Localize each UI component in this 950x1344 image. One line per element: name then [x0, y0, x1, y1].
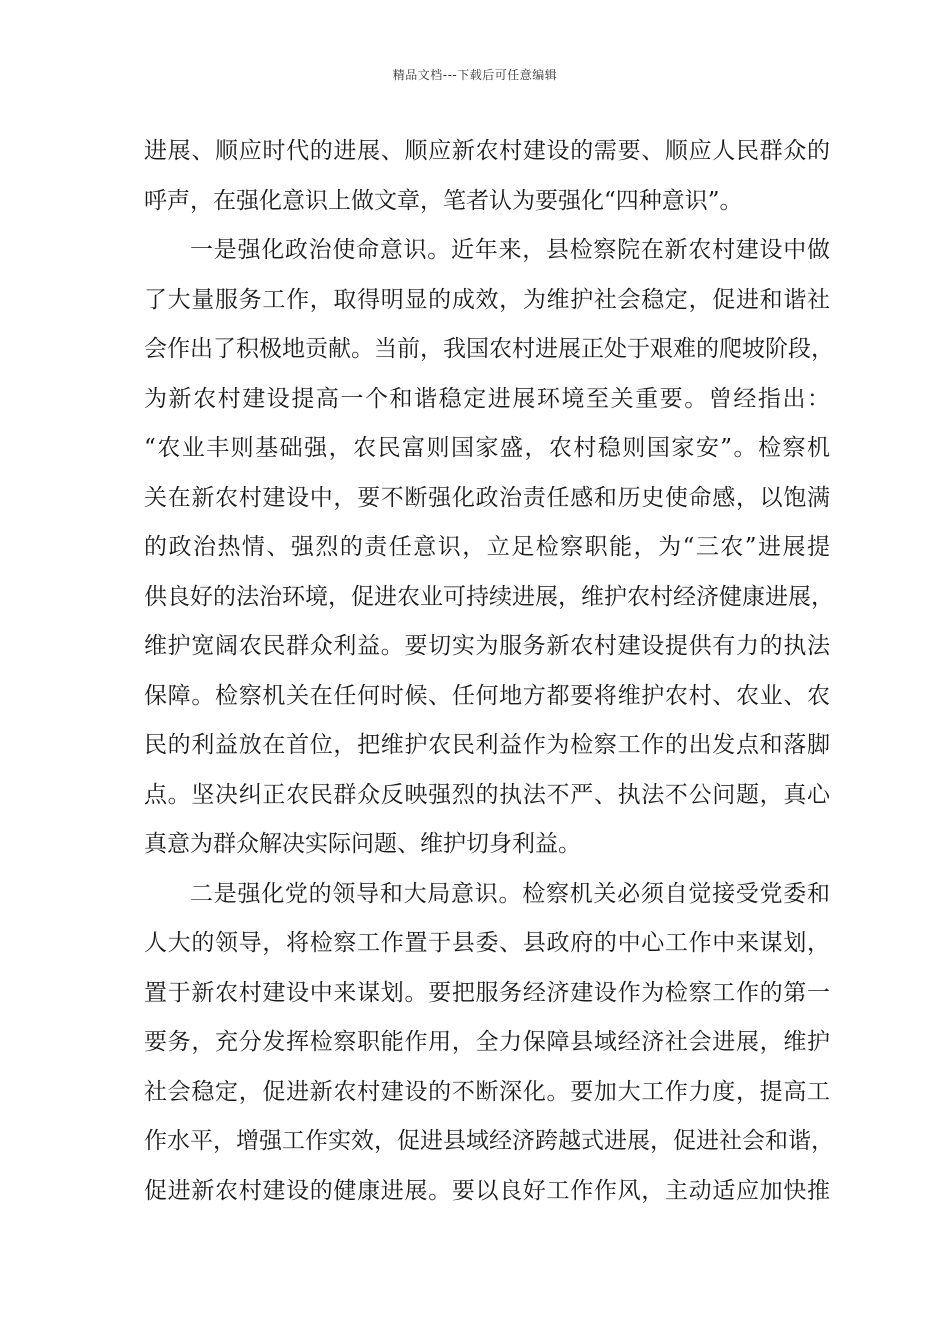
- text-line: 要务，充分发挥检察职能作用，全力保障县域经济社会进展，维护: [144, 1029, 830, 1055]
- text-line: 供良好的法治环境，促进农业可持续进展，维护农村经济健康进展，: [144, 583, 834, 610]
- text-line: 的政治热情、强烈的责任意识，立足检察职能，为“三农”进展提: [144, 534, 830, 560]
- text-line: 为新农村建设提高一个和谐稳定进展环境至关重要。曾经指出：: [144, 385, 830, 412]
- paragraph-first-line: 二是强化党的领导和大局意识。检察机关必须自觉接受党委和: [190, 880, 830, 907]
- text-line: 关在新农村建设中，要不断强化政治责任感和历史使命感，以饱满: [144, 484, 830, 511]
- text-line: 置于新农村建设中来谋划。要把服务经济建设作为检察工作的第一: [144, 979, 830, 1006]
- body-text: [144, 133, 834, 1222]
- text-line: “农业丰则基础强，农民富则国家盛，农村稳则国家安”。检察机: [144, 435, 830, 461]
- text-line: 了大量服务工作，取得明显的成效，为维护社会稳定，促进和谐社: [144, 286, 830, 313]
- text-line: 维护宽阔农民群众利益。要切实为服务新农村建设提供有力的执法: [144, 633, 830, 659]
- text-line: 会作出了积极地贡献。当前，我国农村进展正处于艰难的爬坡阶段，: [144, 336, 834, 362]
- text-line: 作水平，增强工作实效，促进县域经济跨越式进展，促进社会和谐，: [144, 1128, 834, 1154]
- text-line: 保障。检察机关在任何时候、任何地方都要将维护农村、农业、农: [144, 682, 830, 709]
- text-line: 进展、顺应时代的进展、顺应新农村建设的需要、顺应人民群众的: [144, 138, 830, 164]
- text-line: 真意为群众解决实际问题、维护切身利益。: [144, 831, 581, 857]
- text-line: 促进新农村建设的健康进展。要以良好工作作风，主动适应加快推: [144, 1177, 830, 1204]
- text-line: 社会稳定，促进新农村建设的不断深化。要加大工作力度，提高工: [144, 1078, 830, 1105]
- text-line: 呼声，在强化意识上做文章，笔者认为要强化“四种意识”。: [144, 187, 743, 214]
- text-line: 点。坚决纠正农民群众反映强烈的执法不严、执法不公问题，真心: [144, 781, 830, 808]
- paragraph-first-line: 一是强化政治使命意识。近年来，县检察院在新农村建设中做: [190, 237, 830, 263]
- page-header: 精品文档---下载后可任意编辑: [392, 68, 558, 82]
- text-line: 民的利益放在首位，把维护农民利益作为检察工作的出发点和落脚: [144, 732, 830, 758]
- text-line: 人大的领导，将检察工作置于县委、县政府的中心工作中来谋划，: [144, 930, 830, 956]
